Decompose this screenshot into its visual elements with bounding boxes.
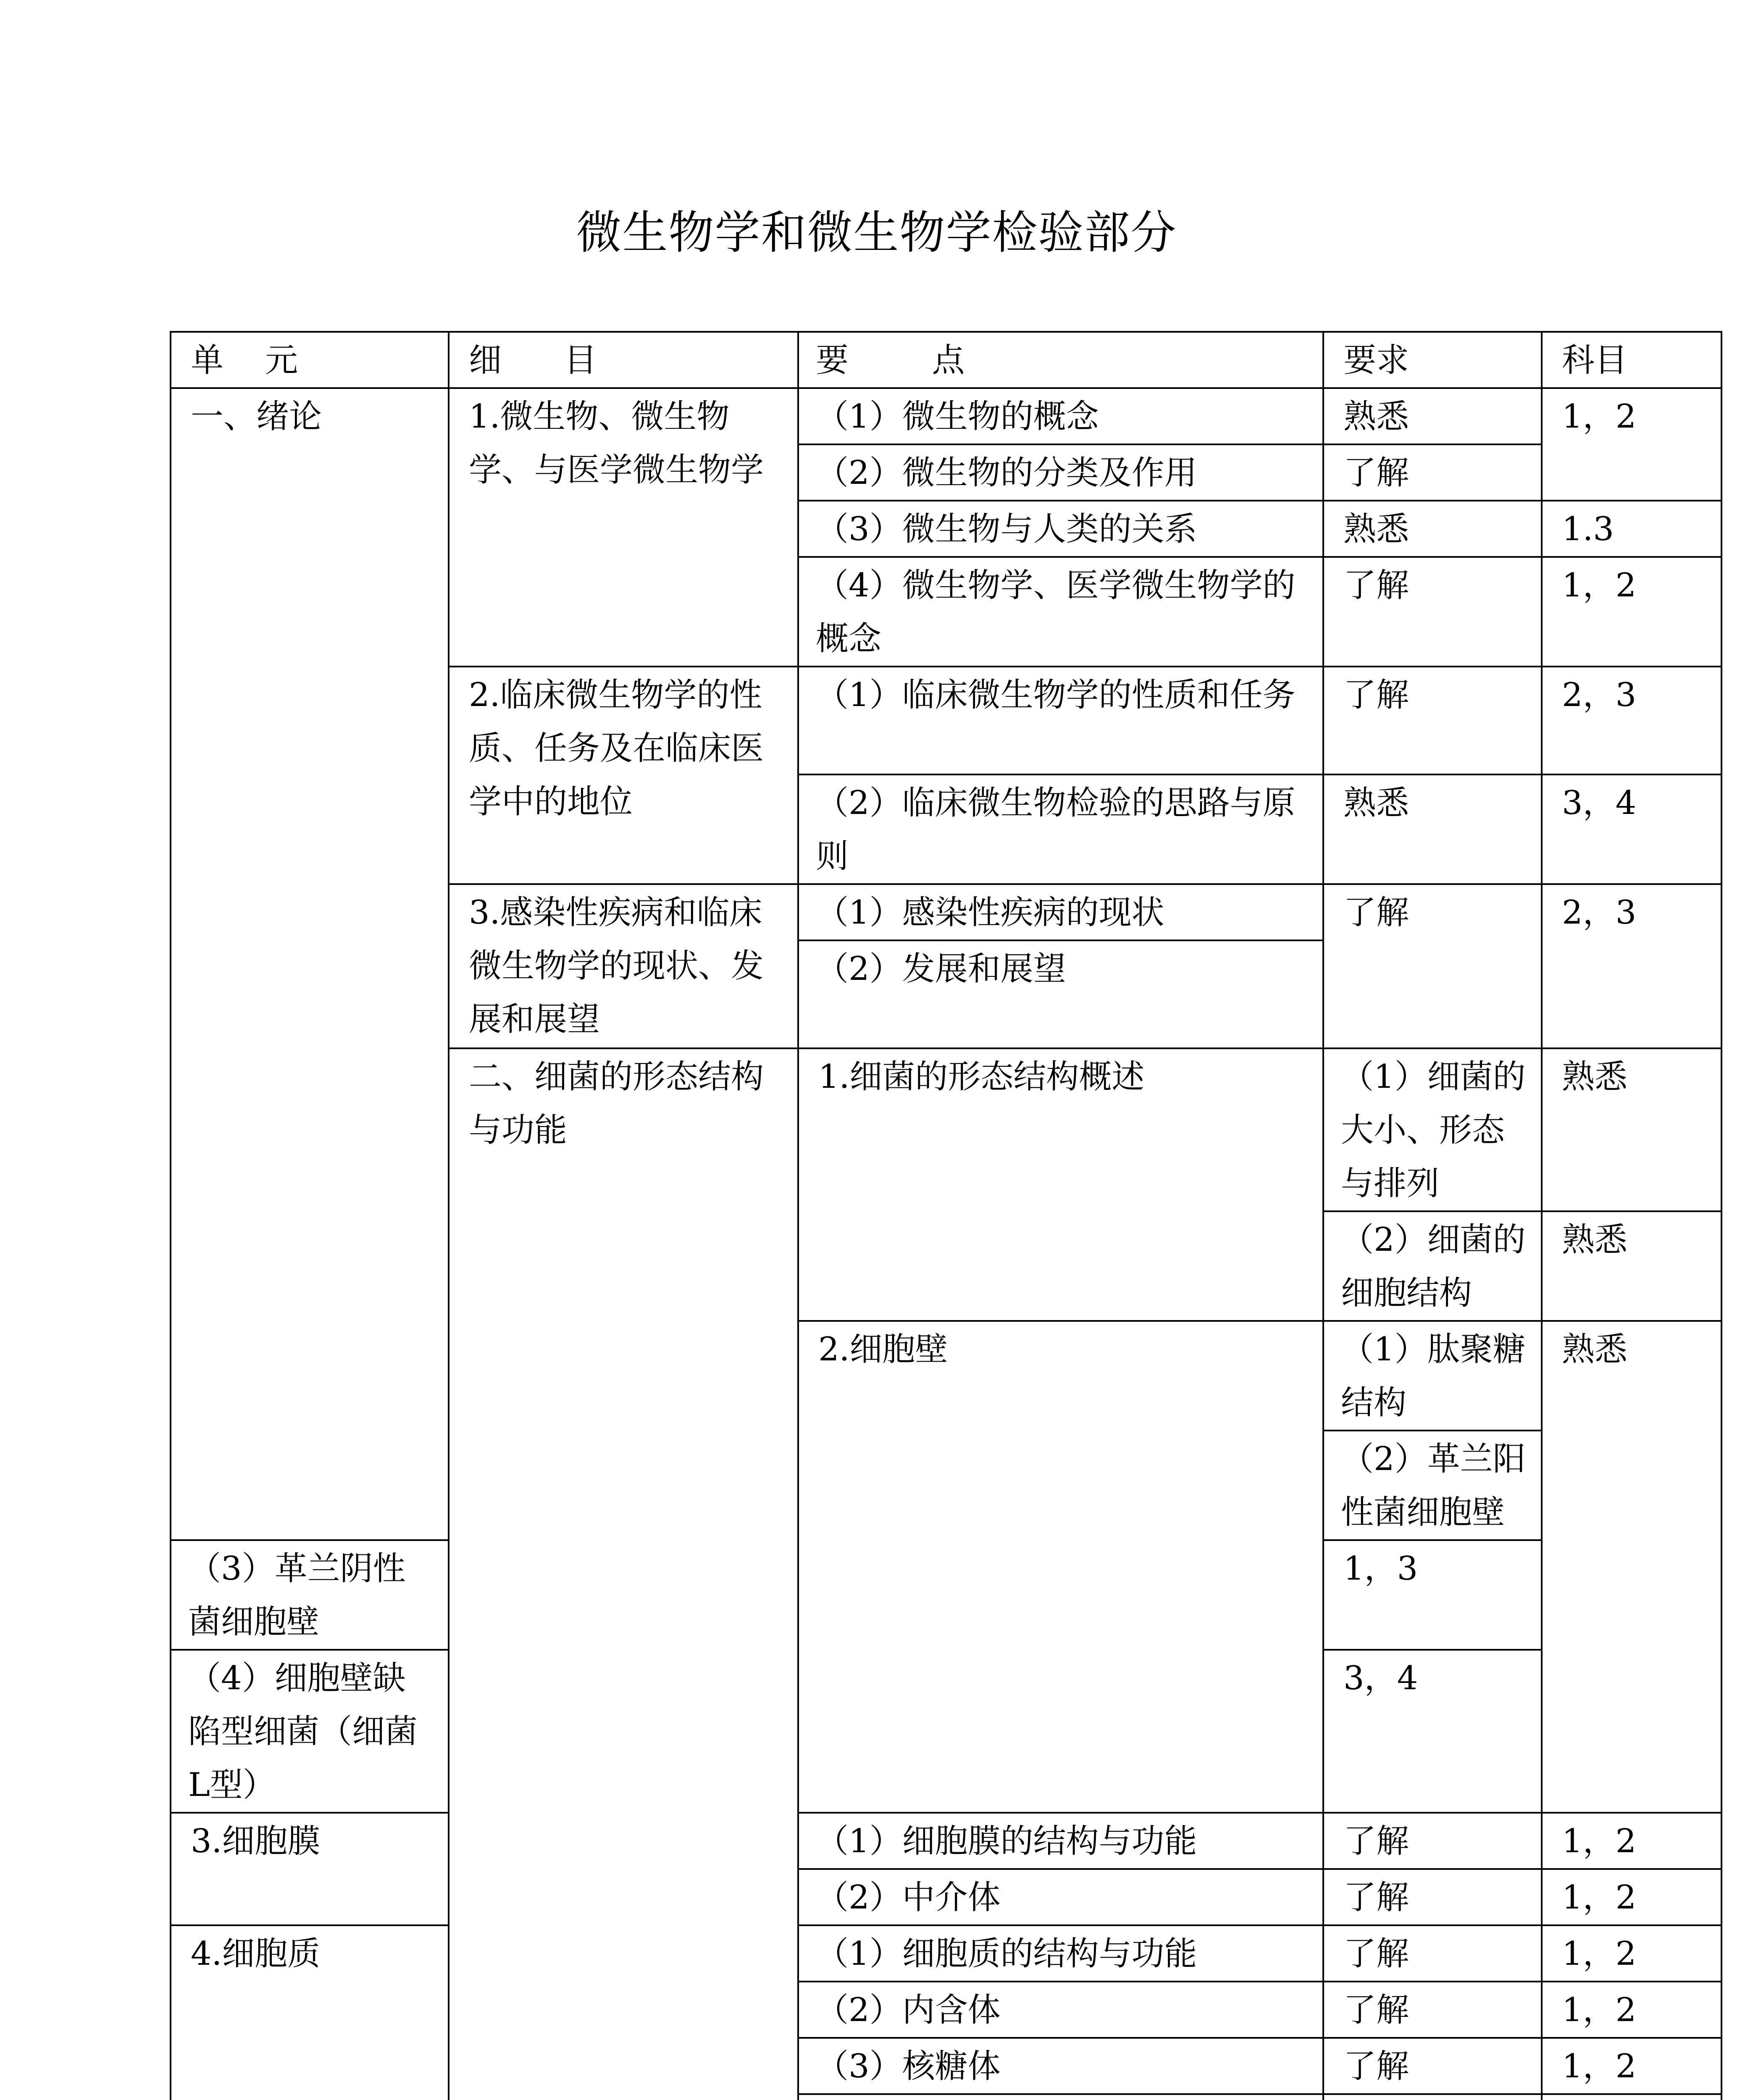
subject-cell: 1，2 <box>1542 1925 1721 1982</box>
point-cell: （3）核糖体 <box>798 2038 1323 2094</box>
subject-cell: 1，2 <box>1542 1813 1721 1869</box>
subject-cell: 1，2 <box>1542 388 1721 501</box>
requirement-cell: 了解 <box>1323 444 1542 501</box>
item-cell: 4.细胞质 <box>171 1925 449 2100</box>
subject-cell: 2，3 <box>1542 667 1721 774</box>
header-point: 要 点 <box>798 332 1323 388</box>
requirement-cell <box>1323 2094 1542 2100</box>
point-cell <box>798 2094 1323 2100</box>
subject-cell: 3，4 <box>1323 1650 1542 1813</box>
header-item: 细 目 <box>449 332 798 388</box>
requirement-cell: 了解 <box>1323 2038 1542 2094</box>
subject-cell: 1，2 <box>1542 2038 1721 2094</box>
point-cell: （4）细胞壁缺陷型细菌（细菌L型） <box>171 1650 449 1813</box>
requirement-cell: 了解 <box>1323 1925 1542 1982</box>
subject-cell: 2，3 <box>1542 884 1721 1048</box>
table-row <box>171 388 1721 444</box>
requirement-cell: 了解 <box>1323 1869 1542 1925</box>
requirement-cell: 熟悉 <box>1542 1048 1721 1211</box>
point-cell: （1）感染性疾病的现状 <box>798 884 1323 940</box>
subject-cell: 1，2 <box>1542 557 1721 667</box>
point-cell: （2）发展和展望 <box>798 940 1323 1048</box>
point-cell: （1）临床微生物学的性质和任务 <box>798 667 1323 774</box>
subject-cell <box>1542 2094 1721 2100</box>
table-row <box>171 1925 1721 1982</box>
point-cell: （2）细菌的细胞结构 <box>1323 1211 1542 1321</box>
requirement-cell: 熟悉 <box>1542 1321 1721 1813</box>
header-unit: 单 元 <box>171 332 449 388</box>
point-cell: （1）细胞膜的结构与功能 <box>798 1813 1323 1869</box>
subject-cell: 1.3 <box>1542 501 1721 557</box>
item-cell: 2.细胞壁 <box>798 1321 1323 1813</box>
requirement-cell: 熟悉 <box>1542 1211 1721 1321</box>
table-row <box>171 1813 1721 1869</box>
subject-cell: 1，2 <box>1542 1982 1721 2038</box>
page-title: 微生物学和微生物学检验部分 <box>576 207 1177 259</box>
point-cell: （1）细菌的大小、形态与排列 <box>1323 1048 1542 1211</box>
unit-cell: 二、细菌的形态结构与功能 <box>449 1048 798 2100</box>
item-cell: 3.感染性疾病和临床微生物学的现状、发展和展望 <box>449 884 798 1048</box>
point-cell: （2）内含体 <box>798 1982 1323 2038</box>
requirement-cell: 了解 <box>1323 1813 1542 1869</box>
point-cell: （1）细胞质的结构与功能 <box>798 1925 1323 1982</box>
point-cell: （2）临床微生物检验的思路与原则 <box>798 774 1323 884</box>
point-cell: （3）革兰阴性菌细胞壁 <box>171 1540 449 1650</box>
requirement-cell: 了解 <box>1323 667 1542 774</box>
header-requirement: 要求 <box>1323 332 1542 388</box>
point-cell: （3）微生物与人类的关系 <box>798 501 1323 557</box>
subject-cell: 1，3 <box>1323 1540 1542 1650</box>
requirement-cell: 熟悉 <box>1323 774 1542 884</box>
point-cell: （2）革兰阳性菌细胞壁 <box>1323 1431 1542 1540</box>
point-cell: （4）微生物学、医学微生物学的概念 <box>798 557 1323 667</box>
requirement-cell: 了解 <box>1323 1982 1542 2038</box>
requirement-cell: 熟悉 <box>1323 501 1542 557</box>
unit-cell: 一、绪论 <box>171 388 449 1540</box>
requirement-cell: 了解 <box>1323 557 1542 667</box>
subject-cell: 3，4 <box>1542 774 1721 884</box>
item-cell: 2.临床微生物学的性质、任务及在临床医学中的地位 <box>449 667 798 884</box>
point-cell: （1）微生物的概念 <box>798 388 1323 444</box>
item-cell: 3.细胞膜 <box>171 1813 449 1925</box>
syllabus-table <box>170 331 1722 2100</box>
point-cell: （1）肽聚糖结构 <box>1323 1321 1542 1431</box>
header-subject: 科目 <box>1542 332 1721 388</box>
item-cell: 1.微生物、微生物学、与医学微生物学 <box>449 388 798 667</box>
point-cell: （2）微生物的分类及作用 <box>798 444 1323 501</box>
requirement-cell: 熟悉 <box>1323 388 1542 444</box>
point-cell: （2）中介体 <box>798 1869 1323 1925</box>
item-cell: 1.细菌的形态结构概述 <box>798 1048 1323 1321</box>
requirement-cell: 了解 <box>1323 884 1542 1048</box>
subject-cell: 1，2 <box>1542 1869 1721 1925</box>
table-header-row <box>171 332 1721 388</box>
